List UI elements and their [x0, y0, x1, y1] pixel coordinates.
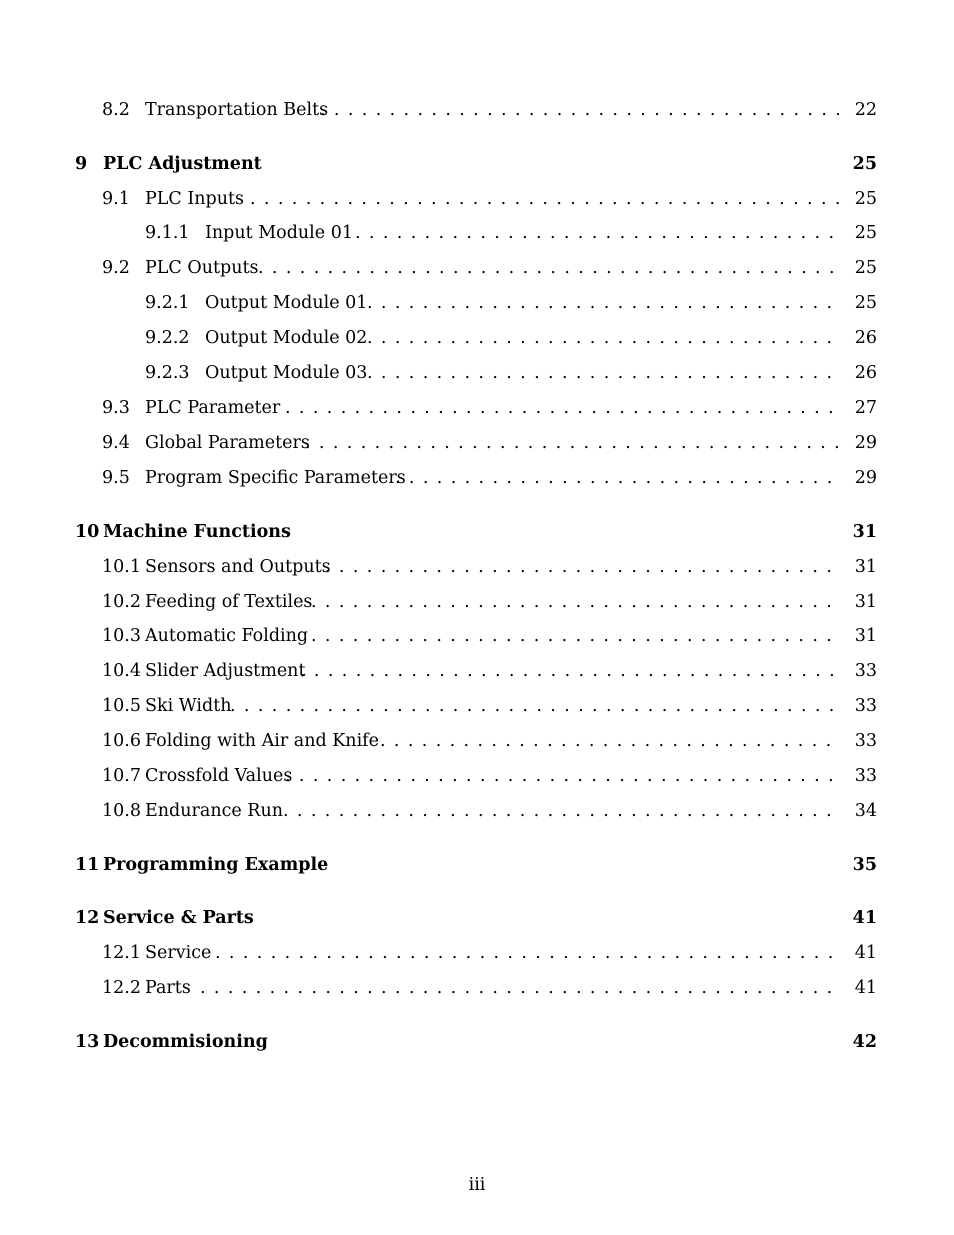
toc-leader-dots — [283, 798, 839, 824]
toc-number: 10.5 — [102, 696, 141, 716]
toc-title: Output Module 01 — [205, 293, 368, 313]
page-number: iii — [468, 1175, 486, 1195]
toc-number: 11 — [75, 855, 100, 875]
toc-leader-dots — [355, 220, 839, 246]
toc-page: 33 — [854, 766, 877, 786]
toc-title: PLC Parameter — [145, 398, 281, 418]
toc-page: 33 — [854, 731, 877, 751]
toc-number: 9.1 — [102, 189, 130, 209]
toc-title: Output Module 03 — [205, 363, 368, 383]
toc-entry-10-2[interactable] — [75, 589, 877, 615]
toc-leader-dots — [250, 186, 839, 212]
toc-entry-10-6[interactable] — [75, 728, 877, 754]
toc-title: Decommisioning — [103, 1032, 268, 1052]
toc-chapter-13[interactable] — [75, 1029, 877, 1055]
toc-number: 10.4 — [102, 661, 141, 681]
toc-leader-dots — [311, 589, 839, 615]
toc-entry-10-7[interactable] — [75, 763, 877, 789]
toc-title: Program Specific Parameters — [145, 468, 406, 488]
toc-title: Feeding of Textiles — [145, 592, 313, 612]
toc-leader-dots — [285, 763, 839, 789]
toc-entry-12-2[interactable] — [75, 975, 877, 1001]
toc-entry-9-2-3[interactable] — [75, 360, 877, 386]
toc-title: Endurance Run — [145, 801, 284, 821]
toc-number: 12 — [75, 908, 100, 928]
toc-leader-dots — [285, 395, 839, 421]
toc-leader-dots — [325, 554, 839, 580]
toc-entry-10-5[interactable] — [75, 693, 877, 719]
toc-number: 9.2.2 — [145, 328, 190, 348]
toc-page: 33 — [854, 661, 877, 681]
toc-title: Crossfold Values — [145, 766, 293, 786]
toc-entry-10-4[interactable] — [75, 658, 877, 684]
toc-page: 31 — [852, 522, 877, 542]
toc-leader-dots — [311, 623, 839, 649]
toc-number: 10.8 — [102, 801, 141, 821]
toc-title: Slider Adjustment — [145, 661, 306, 681]
toc-page: 31 — [854, 592, 877, 612]
toc-chapter-9[interactable] — [75, 151, 877, 177]
toc-leader-dots — [215, 940, 839, 966]
toc-number: 10.2 — [102, 592, 141, 612]
toc-entry-9-2-1[interactable] — [75, 290, 877, 316]
toc-number: 9.4 — [102, 433, 130, 453]
toc-title: Automatic Folding — [145, 626, 309, 646]
toc-entry-9-1[interactable] — [75, 186, 877, 212]
toc-number: 12.2 — [102, 978, 141, 998]
toc-page: 42 — [852, 1032, 877, 1052]
toc-page: 29 — [854, 433, 877, 453]
toc-number: 9.2 — [102, 258, 130, 278]
toc-page: 26 — [854, 363, 877, 383]
toc-title: PLC Adjustment — [103, 154, 262, 174]
toc-number: 12.1 — [102, 943, 141, 963]
toc-page: 41 — [852, 908, 877, 928]
toc-leader-dots — [305, 430, 839, 456]
toc-number: 13 — [75, 1032, 100, 1052]
toc-title: Machine Functions — [103, 522, 291, 542]
toc-page: 41 — [854, 943, 877, 963]
toc-page: 31 — [854, 557, 877, 577]
toc-title: Output Module 02 — [205, 328, 368, 348]
toc-leader-dots — [320, 97, 839, 123]
toc-number: 10 — [75, 522, 100, 542]
toc-leader-dots — [230, 693, 839, 719]
toc-leader-dots — [367, 325, 839, 351]
toc-page: 22 — [854, 100, 877, 120]
toc-page: 25 — [854, 223, 877, 243]
toc-entry-10-8[interactable] — [75, 798, 877, 824]
toc-number: 8.2 — [102, 100, 130, 120]
toc-page: 29 — [854, 468, 877, 488]
toc-title: Global Parameters — [145, 433, 310, 453]
toc-leader-dots — [395, 465, 839, 491]
toc-page: 25 — [854, 293, 877, 313]
toc-leader-dots — [258, 255, 839, 281]
toc-entry-9-2[interactable] — [75, 255, 877, 281]
toc-entry-9-2-2[interactable] — [75, 325, 877, 351]
toc-page: 33 — [854, 696, 877, 716]
toc-number: 9 — [75, 154, 88, 174]
toc-page: 26 — [854, 328, 877, 348]
toc-chapter-11[interactable] — [75, 852, 877, 878]
toc-entry-9-4[interactable] — [75, 430, 877, 456]
toc-entry-9-1-1[interactable] — [75, 220, 877, 246]
toc-title: Transportation Belts — [145, 100, 329, 120]
toc-leader-dots — [367, 360, 839, 386]
toc-entry-10-1[interactable] — [75, 554, 877, 580]
toc-page: 41 — [854, 978, 877, 998]
toc-number: 10.3 — [102, 626, 141, 646]
toc-title: Sensors and Outputs — [145, 557, 331, 577]
toc-page: 27 — [854, 398, 877, 418]
toc-number: 9.2.3 — [145, 363, 190, 383]
toc-number: 10.7 — [102, 766, 141, 786]
toc-title: Service — [145, 943, 212, 963]
toc-number: 9.2.1 — [145, 293, 190, 313]
toc-leader-dots — [200, 975, 839, 1001]
toc-number: 10.1 — [102, 557, 141, 577]
toc-chapter-12[interactable] — [75, 905, 877, 931]
toc-title: Programming Example — [103, 855, 329, 875]
toc-title: Input Module 01 — [205, 223, 353, 243]
toc-title: Folding with Air and Knife — [145, 731, 380, 751]
toc-leader-dots — [367, 290, 839, 316]
toc-page: 25 — [852, 154, 877, 174]
toc-entry-9-5[interactable] — [75, 465, 877, 491]
toc-page: 34 — [854, 801, 877, 821]
toc-chapter-10[interactable] — [75, 519, 877, 545]
toc-title: Ski Width — [145, 696, 232, 716]
toc-number: 9.5 — [102, 468, 130, 488]
toc-entry-10-3[interactable] — [75, 623, 877, 649]
toc-title: PLC Outputs — [145, 258, 259, 278]
toc-page: 31 — [854, 626, 877, 646]
toc-page: 25 — [854, 189, 877, 209]
toc-title: Service & Parts — [103, 908, 254, 928]
toc-entry-8-2[interactable] — [75, 97, 877, 123]
toc-page: 35 — [852, 855, 877, 875]
toc-title: PLC Inputs — [145, 189, 245, 209]
toc-entry-12-1[interactable] — [75, 940, 877, 966]
toc-page: 25 — [854, 258, 877, 278]
toc-leader-dots — [380, 728, 839, 754]
toc-title: Parts — [145, 978, 191, 998]
toc-number: 9.3 — [102, 398, 130, 418]
toc-leader-dots — [300, 658, 839, 684]
toc-number: 10.6 — [102, 731, 141, 751]
toc-entry-9-3[interactable] — [75, 395, 877, 421]
toc-number: 9.1.1 — [145, 223, 190, 243]
